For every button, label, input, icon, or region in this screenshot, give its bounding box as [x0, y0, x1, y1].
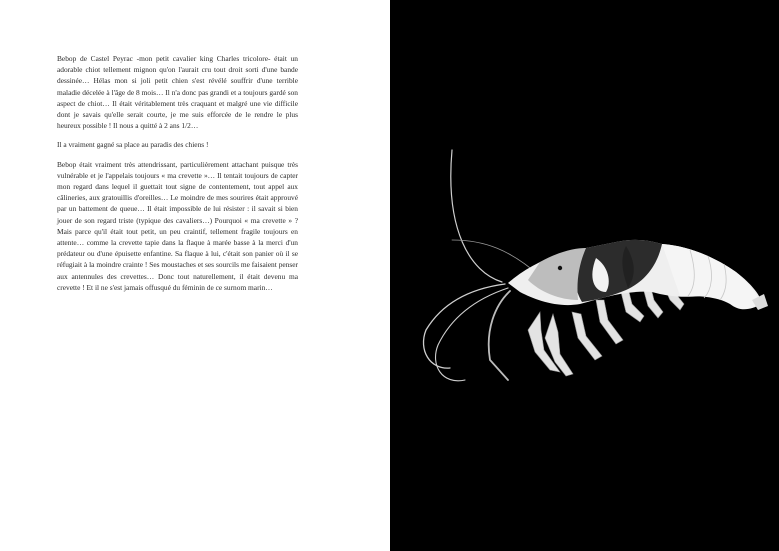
paragraph-1: Bebop de Castel Peyrac -mon petit cavalier king Charles tricolore- était un adorable chiot tellement mignon qu'on l'aurait cru tout droit sorti d'une bande dessinée… Hélas mon si joli petit chien s'est révélé souffrir d'une terrible maladie décelée à l'âge de 8 mois… Il n'a donc pas grandi et a toujours gardé son aspect de chiot… Il était véritablement très craquant et malgré une vie difficile dont je savais qu'elle serait courte, je me suis efforcée de le rendre le plus heureux possible ! Il nous a quitté à 2 ans 1/2…: [57, 54, 298, 131]
paragraph-3: Bebop était vraiment très attendrissant, particulièrement attachant puisque très vulnérable et je l'appelais toujours « ma crevette »… Il tentait toujours de capter mon regard dans lequel il guettait tout signe de contentement, tout appel aux câlineries, aux gratouillis d'oreilles… Le moindre de mes sourires était approuvé par un battement de queue… Il était impossible de lui résister : il savait si bien jouer de son regard triste (typique des cavaliers…) Pourquoi « ma crevette » ? Mais parce qu'il était tout petit, un peu craintif, tellement fragile toujours en attente… comme la crevette tapie dans la flaque à marée basse à la merci d'un prédateur ou d'une épuisette enfantine. Sa flaque à lui, c'était son panier où il se réfugiait à la moindre crainte ! Ses moustaches et ses sourcils me faisaient penser aux antennules des crevettes… Donc tout naturellement, il était devenu ma crevette ! Et il ne s'est jamais offusqué du féminin de ce surnom marin…: [57, 159, 298, 292]
shrimp-dog-illustration: [390, 0, 779, 551]
paragraph-2: Il a vraiment gagné sa place au paradis des chiens !: [57, 140, 209, 150]
body-text: [57, 53, 298, 301]
right-page: [390, 0, 779, 551]
